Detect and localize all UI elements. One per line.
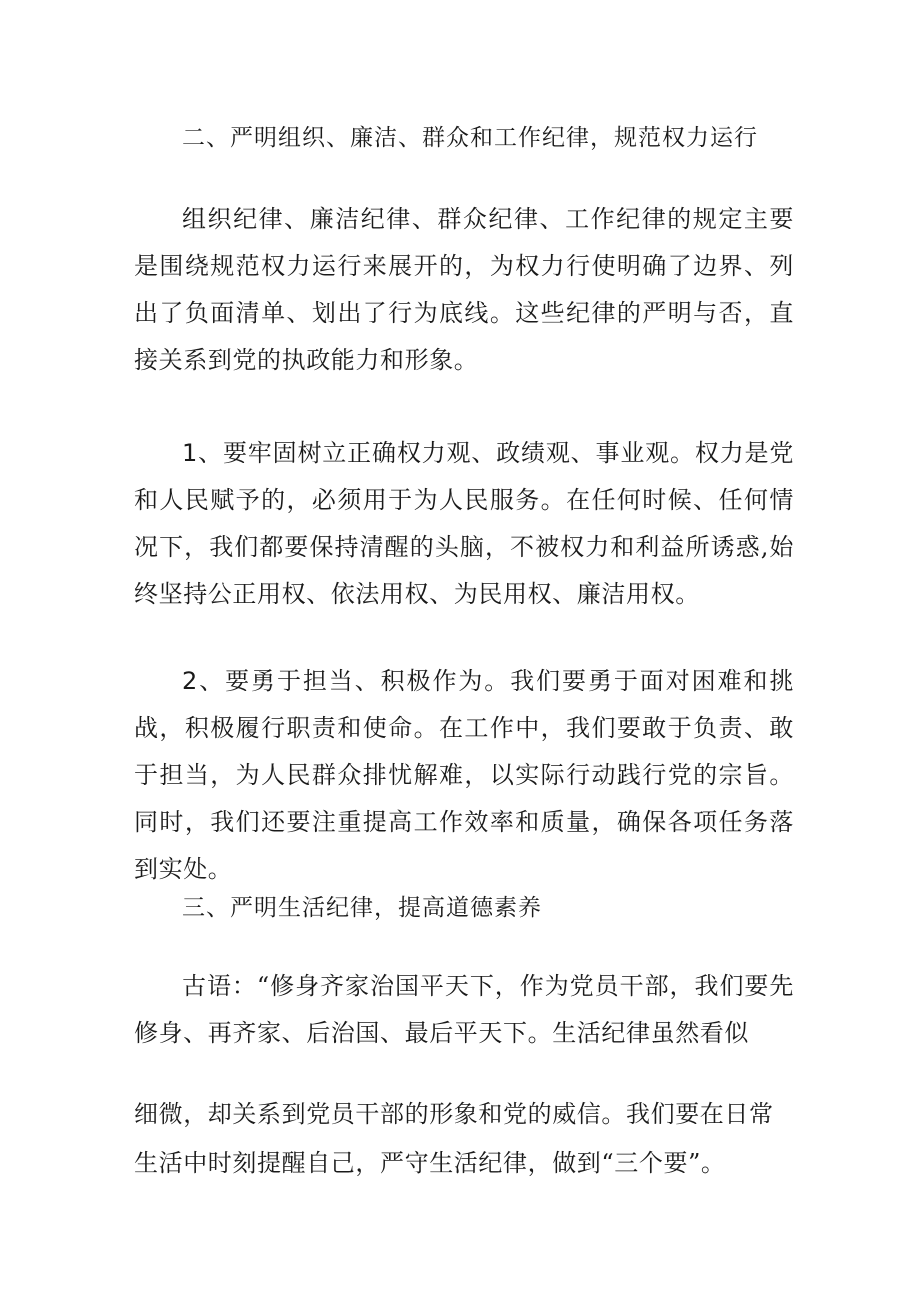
paragraph-quote: 古语：“修身齐家治国平天下，作为党员干部，我们要先修身、再齐家、后治国、最后平天下。生活纪律虽然看似 bbox=[134, 972, 794, 1047]
paragraph-line-a: 细微，却关系到党员干部的形象和党的威信。我们要在日常 bbox=[134, 1100, 774, 1128]
paragraph-item-two bbox=[134, 658, 794, 893]
item-one-text: 、要牢固树立正确权力观、政绩观、事业观。权力是党和人民赋予的，必须用于为人民服务。在任何时候、任何情况下，我们都要保持清醒的头脑，不被权力和利益所诱惑,始终坚持公正用权、依法用权、为民用权、廉洁用权。 bbox=[134, 439, 794, 608]
item-one-number: 1 bbox=[182, 439, 198, 467]
section-heading-two: 二、严明组织、廉洁、群众和工作纪律，规范权力运行 bbox=[182, 125, 758, 151]
section-heading-three: 三、严明生活纪律，提高道德素养 bbox=[182, 895, 542, 921]
paragraph-item-one bbox=[134, 430, 794, 618]
item-two-text: 、要勇于担当、积极作为。我们要勇于面对困难和挑战，积极履行职责和使命。在工作中，我们要敢于负责、敢于担当，为人民群众排忧解难，以实际行动践行党的宗旨。同时，我们还要注重提高工作效率和质量，确保各项任务落到实处。 bbox=[134, 667, 794, 883]
paragraph-line-b: 生活中时刻提醒自己，严守生活纪律，做到“三个要”。 bbox=[134, 1149, 726, 1177]
item-two-number: 2 bbox=[182, 667, 198, 695]
paragraph-intro: 组织纪律、廉洁纪律、群众纪律、工作纪律的规定主要是围绕规范权力运行来展开的，为权力行使明确了边界、列出了负面清单、划出了行为底线。这些纪律的严明与否，直接关系到党的执政能力和形象。 bbox=[134, 205, 794, 374]
